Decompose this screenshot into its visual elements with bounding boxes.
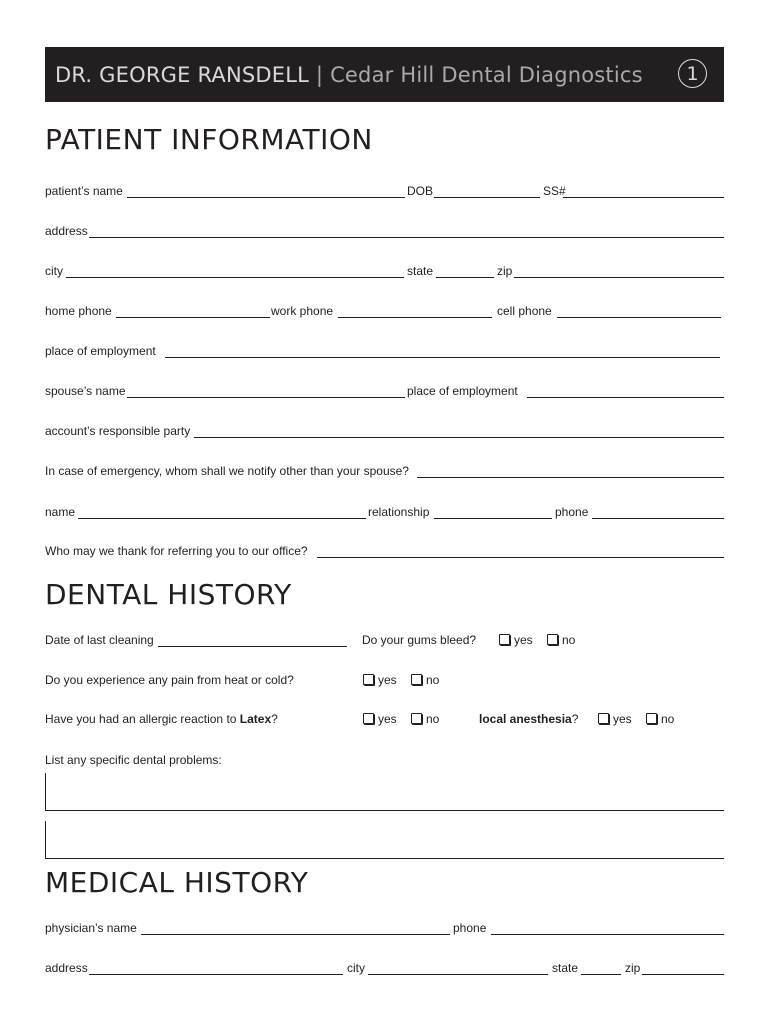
patient-name-label: patient’s name (45, 184, 123, 198)
row-responsible-party (45, 424, 724, 442)
physician-name-label: physician’s name (45, 921, 137, 935)
latex-no-checkbox[interactable] (411, 713, 422, 724)
gums-no-option[interactable] (547, 633, 575, 647)
referral-label: Who may we thank for referring you to our office? (45, 544, 308, 558)
page-number-badge: 1 (678, 59, 707, 88)
anesthesia-no-checkbox[interactable] (646, 713, 657, 724)
gums-no-checkbox[interactable] (547, 634, 558, 645)
contact-name-field[interactable] (78, 518, 366, 519)
row-problems (45, 753, 724, 771)
dental-history-title: DENTAL HISTORY (45, 578, 292, 611)
gums-yes-option[interactable] (499, 633, 533, 647)
zip-field[interactable] (514, 277, 724, 278)
patient-name-field[interactable] (127, 197, 405, 198)
pain-no-label: no (426, 673, 440, 687)
last-cleaning-label: Date of last cleaning (45, 633, 154, 647)
physician-address-label: address (45, 961, 88, 975)
row-city (45, 264, 724, 282)
pain-yes-checkbox[interactable] (363, 674, 374, 685)
employment-label: place of employment (45, 344, 156, 358)
row-referral (45, 544, 724, 562)
state-label: state (407, 264, 434, 278)
anesthesia-qmark: ? (571, 712, 579, 726)
pain-yes-option[interactable] (363, 673, 397, 687)
physician-phone-label: phone (453, 921, 487, 935)
city-field[interactable] (66, 277, 404, 278)
physician-state-field[interactable] (581, 974, 621, 975)
row-physician-address (45, 961, 724, 979)
latex-yes-checkbox[interactable] (363, 713, 374, 724)
responsible-party-label: account’s responsible party (45, 424, 191, 438)
latex-yes-option[interactable] (363, 712, 397, 726)
physician-city-label: city (347, 961, 365, 975)
anesthesia-yes-checkbox[interactable] (598, 713, 609, 724)
spouse-employment-label: place of employment (407, 384, 518, 398)
latex-no-option[interactable] (411, 712, 439, 726)
state-field[interactable] (436, 277, 494, 278)
row-physician (45, 921, 724, 939)
physician-zip-label: zip (625, 961, 641, 975)
dob-field[interactable] (434, 197, 540, 198)
relationship-field[interactable] (434, 518, 552, 519)
row-patient-name (45, 184, 724, 202)
physician-phone-field[interactable] (491, 934, 724, 935)
gums-yes-checkbox[interactable] (499, 634, 510, 645)
contact-phone-label: phone (555, 505, 589, 519)
medical-history-title: MEDICAL HISTORY (45, 866, 309, 899)
practice-name: Cedar Hill Dental Diagnostics (330, 62, 643, 87)
allergy-prefix: Have you had an allergic reaction to (45, 712, 240, 726)
latex-yes-label: yes (378, 712, 397, 726)
dob-label: DOB (407, 184, 434, 198)
row-phones (45, 304, 724, 322)
home-phone-label: home phone (45, 304, 112, 318)
responsible-party-field[interactable] (194, 437, 724, 438)
spouse-name-label: spouse’s name (45, 384, 126, 398)
work-phone-field[interactable] (338, 317, 492, 318)
physician-city-field[interactable] (368, 974, 548, 975)
allergy-qmark: ? (271, 712, 278, 726)
ss-label: SS# (543, 184, 566, 198)
city-label: city (45, 264, 63, 278)
anesthesia-label (479, 712, 578, 726)
physician-address-field[interactable] (89, 974, 343, 975)
anesthesia-no-label: no (661, 712, 675, 726)
row-employment (45, 344, 724, 362)
pain-no-checkbox[interactable] (411, 674, 422, 685)
anesthesia-yes-option[interactable] (598, 712, 632, 726)
row-pain (45, 673, 724, 691)
anesthesia-yes-label: yes (613, 712, 632, 726)
contact-name-label: name (45, 505, 76, 519)
pain-label: Do you experience any pain from heat or cold? (45, 673, 294, 687)
gums-yes-label: yes (514, 633, 533, 647)
gums-no-label: no (562, 633, 576, 647)
referral-field[interactable] (317, 557, 724, 558)
patient-info-title: PATIENT INFORMATION (45, 123, 373, 156)
pain-no-option[interactable] (411, 673, 439, 687)
ss-field[interactable] (563, 197, 724, 198)
row-spouse (45, 384, 724, 402)
latex-text: Latex (239, 712, 272, 726)
address-field[interactable] (89, 237, 724, 238)
row-allergy (45, 712, 724, 730)
physician-state-label: state (552, 961, 579, 975)
employment-field[interactable] (165, 357, 720, 358)
emergency-label: In case of emergency, whom shall we notify other than your spouse? (45, 464, 409, 478)
cell-phone-label: cell phone (497, 304, 552, 318)
row-emergency-contact (45, 505, 724, 523)
row-emergency (45, 464, 724, 482)
pain-yes-label: yes (378, 673, 397, 687)
last-cleaning-field[interactable] (158, 646, 347, 647)
spouse-name-field[interactable] (127, 397, 405, 398)
physician-name-field[interactable] (141, 934, 450, 935)
home-phone-field[interactable] (116, 317, 270, 318)
row-address (45, 224, 724, 242)
latex-no-label: no (426, 712, 440, 726)
anesthesia-no-option[interactable] (646, 712, 674, 726)
gums-bleed-label: Do your gums bleed? (362, 633, 477, 647)
form-header (45, 47, 724, 102)
problems-label: List any specific dental problems: (45, 753, 222, 767)
relationship-label: relationship (368, 505, 430, 519)
row-last-cleaning (45, 633, 724, 651)
allergy-label (45, 712, 278, 726)
spouse-employment-field[interactable] (527, 397, 724, 398)
anesthesia-text: local anesthesia (479, 712, 572, 726)
zip-label: zip (497, 264, 513, 278)
problems-field-2[interactable] (45, 821, 724, 859)
contact-phone-field[interactable] (592, 518, 724, 519)
emergency-field[interactable] (417, 477, 724, 478)
address-label: address (45, 224, 88, 238)
physician-zip-field[interactable] (642, 974, 724, 975)
cell-phone-field[interactable] (557, 317, 721, 318)
problems-field-1[interactable] (45, 773, 724, 811)
header-title (55, 63, 643, 87)
work-phone-label: work phone (271, 304, 334, 318)
header-separator: | (309, 62, 331, 87)
doctor-name: DR. GEORGE RANSDELL (55, 62, 310, 87)
